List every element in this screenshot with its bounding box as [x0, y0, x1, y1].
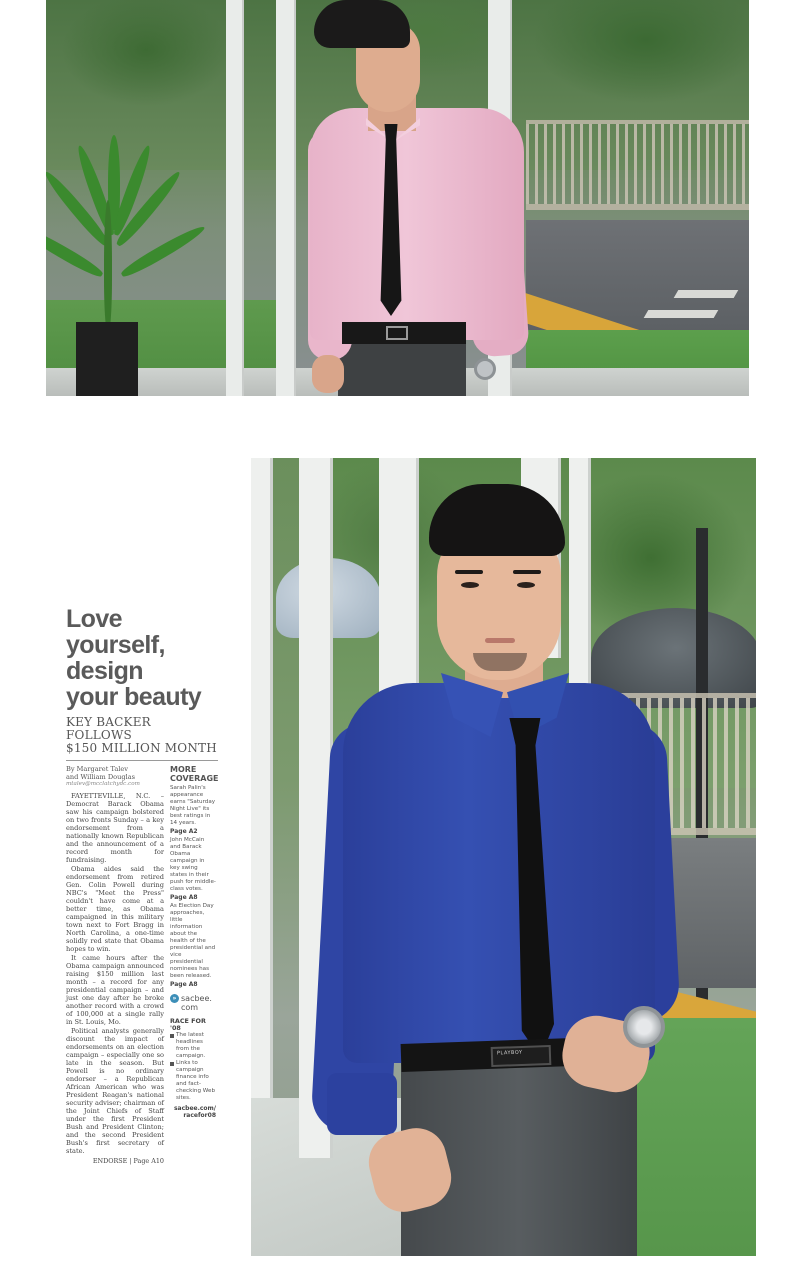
race-heading: RACE FOR '08 — [170, 1017, 206, 1032]
sidebar-item: John McCain and Barack Obama campaign in key swing states in their push for middle-class votes. Page A8 — [170, 837, 216, 901]
magazine-text-column — [66, 606, 218, 1165]
article-paragraph: FAYETTEVILLE, N.C. – Democrat Barack Obama saw his campaign bolstered on two fronts Sunday – a key endorsement from a nationally known Republican and the announcement of a record month for fundraising. — [66, 792, 164, 864]
photo-pink-shirt-model — [46, 0, 749, 396]
magazine-subheadline: KEY BACKER FOLLOWS $150 MILLION MONTH — [66, 715, 217, 755]
continued-reference: ENDORSE | Page A10 — [92, 1157, 164, 1165]
sidebar-url: sacbee.com/ racefor08 — [173, 1105, 216, 1119]
article-paragraph: It came hours after the Obama campaign announced raising $150 million last month – a record for any presidential campaign – and just one day after he broke another record with a crowd of 100,000 at a single rally in St. Louis, Mo. — [66, 954, 164, 1026]
article-columns — [66, 765, 218, 1165]
bullet-icon — [170, 1034, 174, 1038]
race-item: The latest headlines from the campaign. — [170, 1032, 216, 1060]
article-body — [66, 765, 164, 1165]
window-frame — [226, 0, 244, 396]
byline: By Margaret Talev and William Douglas — [66, 765, 136, 781]
window-frame — [276, 0, 296, 396]
background-fence — [526, 120, 749, 210]
article-paragraph: Obama aides said the endorsement from retired Gen. Colin Powell during NBC's "Meet the Press" couldn't have come at a better time, as Obama campaigned in this military town next to Fort Bragg in North Carolina, a one-time solidly red state that Obama hopes to win. — [66, 865, 164, 953]
author-email: mtalev@mcclatchydc.com — [66, 781, 140, 787]
wristwatch — [623, 1006, 665, 1048]
sidebar-item: As Election Day approaches, little information about the health of the presidential and vice presidential nominees has been released. Page A8 — [170, 903, 216, 988]
belt-brand-text: PLAYBOY — [496, 1049, 523, 1057]
sidebar-item: Sarah Palin's appearance earns "Saturday Night Live" its best ratings in 14 years. Page A2 — [170, 785, 216, 835]
bullet-icon — [170, 1062, 174, 1066]
plant-pot — [76, 322, 138, 396]
window-frame — [251, 458, 273, 1098]
article-paragraph: Political analysts generally discount the impact of endorsements on an election campaign – especially one so late in the season. But Powell is no ordinary endorser – a Republican African American who was President Reagan's national security adviser; chairman of the Joint Chiefs of Staff under the first President Bush and President Clinton; and the second President Bush's first secretary of state. — [66, 1027, 164, 1155]
sidebar-heading: MORE COVERAGE — [170, 765, 219, 783]
magazine-headline: Love yourself, design your beauty — [66, 605, 202, 711]
blue-shirt — [343, 683, 655, 1063]
race-item: Links to campaign finance info and fact-checking Web sites. — [170, 1060, 216, 1102]
sacbee-logo: » sacbee. com — [170, 994, 216, 1012]
sidebar-more-coverage — [170, 765, 219, 1165]
chevron-right-icon: » — [170, 994, 179, 1003]
wristwatch — [474, 358, 496, 380]
divider — [66, 760, 218, 761]
photo-blue-shirt-model — [251, 458, 756, 1256]
